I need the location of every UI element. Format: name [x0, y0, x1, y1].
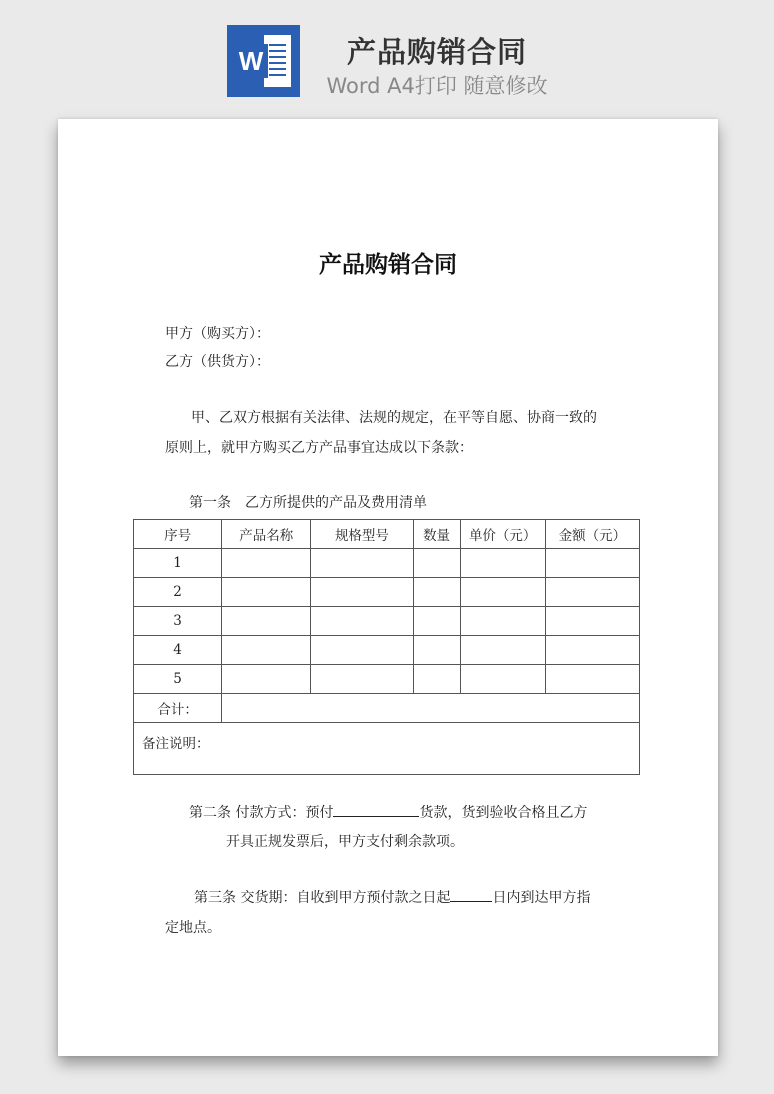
header-cell: 序号	[134, 520, 222, 549]
table-cell[interactable]	[413, 665, 460, 694]
table-row	[134, 636, 640, 665]
table-cell[interactable]	[545, 549, 639, 578]
word-icon	[227, 25, 300, 97]
document-lines-icon	[264, 35, 291, 87]
table-cell[interactable]	[460, 549, 545, 578]
remarks-label: 备注说明：	[142, 736, 210, 752]
total-value-cell[interactable]	[222, 694, 640, 723]
remarks-cell[interactable]	[134, 723, 640, 775]
table-row	[134, 607, 640, 636]
table-cell[interactable]	[222, 665, 311, 694]
table-cell[interactable]	[311, 665, 413, 694]
row-number: 4	[134, 636, 222, 665]
table-cell[interactable]	[545, 607, 639, 636]
table-cell[interactable]	[413, 607, 460, 636]
table-cell[interactable]	[222, 578, 311, 607]
clause-2-text-b: 货款，货到验收合格且乙方	[419, 805, 588, 821]
header-cell: 产品名称	[222, 520, 311, 549]
table-cell[interactable]	[545, 578, 639, 607]
clause-2-text-a: 第二条 付款方式：预付	[189, 805, 334, 821]
clause-2-line-2: 开具正规发票后，甲方支付剩余款项。	[226, 834, 464, 850]
header-cell: 数量	[413, 520, 460, 549]
product-fee-table	[133, 519, 640, 775]
header-subtitle: Word A4打印 随意修改	[326, 74, 548, 98]
header-cell: 规格型号	[311, 520, 413, 549]
clause-3-text-a: 第三条 交货期：自收到甲方预付款之日起	[194, 890, 451, 906]
total-row	[134, 694, 640, 723]
table-cell[interactable]	[545, 636, 639, 665]
prepay-blank[interactable]	[333, 802, 419, 817]
word-letter: W	[234, 44, 268, 78]
header	[0, 0, 774, 112]
table-cell[interactable]	[460, 665, 545, 694]
row-number: 2	[134, 578, 222, 607]
document-title: 产品购销合同	[319, 251, 457, 278]
clause-1-heading: 第一条 乙方所提供的产品及费用清单	[189, 495, 427, 511]
table-cell[interactable]	[460, 607, 545, 636]
intro-line-1: 甲、乙双方根据有关法律、法规的规定，在平等自愿、协商一致的	[191, 410, 597, 426]
delivery-days-blank[interactable]	[450, 887, 492, 902]
row-number: 5	[134, 665, 222, 694]
intro-line-2: 原则上，就甲方购买乙方产品事宜达成以下条款：	[165, 440, 473, 456]
party-b-label: 乙方（供货方）：	[165, 354, 270, 370]
clause-2-line-1	[189, 802, 587, 822]
header-cell: 单价（元）	[460, 520, 545, 549]
table-cell[interactable]	[413, 549, 460, 578]
document-page	[58, 119, 718, 1056]
total-label: 合计：	[134, 694, 222, 723]
table-cell[interactable]	[413, 578, 460, 607]
table-cell[interactable]	[311, 578, 413, 607]
table-cell[interactable]	[311, 607, 413, 636]
table-cell[interactable]	[545, 665, 639, 694]
table-cell[interactable]	[311, 636, 413, 665]
table-row	[134, 578, 640, 607]
table-cell[interactable]	[460, 578, 545, 607]
header-title: 产品购销合同	[346, 35, 527, 69]
party-a-label: 甲方（购买方）：	[165, 326, 270, 342]
table-cell[interactable]	[222, 607, 311, 636]
clause-3-text-b: 日内到达甲方指	[492, 890, 591, 906]
row-number: 1	[134, 549, 222, 578]
table-cell[interactable]	[460, 636, 545, 665]
row-number: 3	[134, 607, 222, 636]
clause-3-line-2: 定地点。	[165, 920, 221, 936]
header-cell: 金额（元）	[545, 520, 639, 549]
table-header-row	[134, 520, 640, 549]
remarks-row	[134, 723, 640, 775]
clause-3-line-1	[194, 887, 590, 907]
table-row	[134, 665, 640, 694]
table-cell[interactable]	[222, 636, 311, 665]
table-cell[interactable]	[413, 636, 460, 665]
table-cell[interactable]	[311, 549, 413, 578]
table-row	[134, 549, 640, 578]
table-cell[interactable]	[222, 549, 311, 578]
